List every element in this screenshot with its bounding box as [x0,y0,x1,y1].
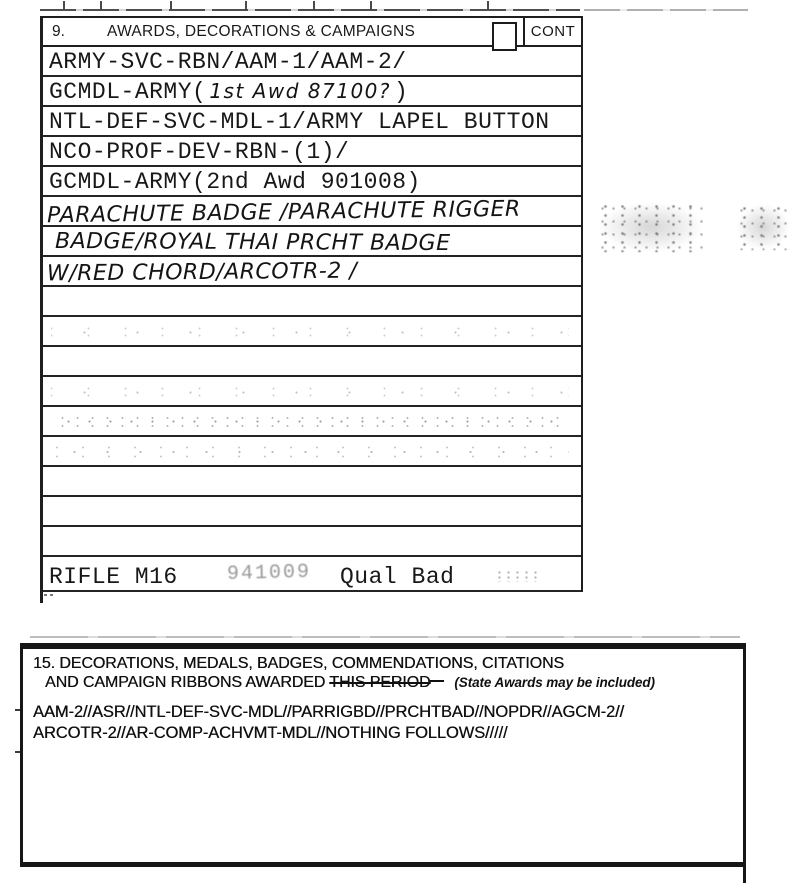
award-entry-text: NCO-PROF-DEV-RBN-(1)/ [49,139,350,165]
cont-checkbox[interactable] [492,22,517,51]
state-awards-note: (State Awards may be included) [454,675,655,690]
award-row [43,137,581,167]
top-tick [170,1,172,10]
rifle-qual-row [43,557,581,592]
awards-summary-line-1: AAM-2//ASR//NTL-DEF-SVC-MDL//PARRIGBD//PRCHTBAD//NOPDR//AGCM-2// [33,703,625,721]
award-row [43,107,581,137]
section-9-header [43,18,581,47]
top-cutoff-line [40,9,580,11]
stamp-date: 941009 [226,560,312,587]
scan-smudge [736,204,790,250]
top-tick [487,1,489,10]
empty-row [43,317,581,347]
award-entry-text: NTL-DEF-SVC-MDL-1/ARMY LAPEL BUTTON [49,109,550,135]
cont-label: CONT [523,17,581,45]
scan-mark [44,594,56,596]
empty-row [43,377,581,407]
section-15-title-line-2 [45,674,743,692]
empty-row [43,467,581,497]
handwritten-entry: W/RED CHORD/ARCOTR-2 / [46,258,358,287]
qual-bad-text: Qual Bad [340,564,455,590]
awards-summary-line-2: ARCOTR-2//AR-COMP-ACHVMT-MDL//NOTHING FOLLOWS///// [33,724,508,742]
section-number: 9. [52,23,65,40]
award-row [43,77,581,107]
empty-row [43,347,581,377]
scan-noise [495,570,541,582]
faint-line-above-box [30,636,740,638]
award-row [43,227,581,257]
empty-row [43,497,581,527]
handwritten-date: 1st Awd 87100? [209,79,392,103]
empty-row [43,407,581,437]
empty-row [43,437,581,467]
award-entry-text: GCMDL-ARMY(2nd Awd 901008) [49,169,421,195]
strikethrough-text: THIS PERIOD [329,674,444,691]
top-tick [100,1,102,10]
section-15-title-line-1: 15. DECORATIONS, MEDALS, BADGES, COMMENDATIONS, CITATIONS [33,655,564,672]
top-tick [313,1,315,10]
award-entry-text: GCMDL-ARMY( 1st Awd 87100? ) [49,79,409,105]
award-row [43,47,581,77]
top-tick [370,1,372,10]
handwritten-entry: BADGE/ROYAL THAI PRCHT BADGE [54,228,451,257]
empty-row [43,527,581,557]
handwritten-entry: PARACHUTE BADGE /PARACHUTE RIGGER [46,196,521,229]
scan-smudge [597,202,705,252]
title-line-2-prefix: AND CAMPAIGN RIBBONS AWARDED [45,674,330,691]
top-tick [63,1,65,10]
top-cutoff-line-right [584,9,748,11]
section-title: AWARDS, DECORATIONS & CAMPAIGNS [107,23,416,40]
section-15-decorations-box [20,643,746,867]
rifle-entry-text: RIFLE M16 [49,564,178,590]
award-row [43,167,581,197]
award-row [43,197,581,227]
top-tick [245,1,247,10]
award-row [43,257,581,287]
section-9-awards-table [40,16,583,592]
empty-row [43,287,581,317]
award-entry-text: ARMY-SVC-RBN/AAM-1/AAM-2/ [49,49,407,75]
